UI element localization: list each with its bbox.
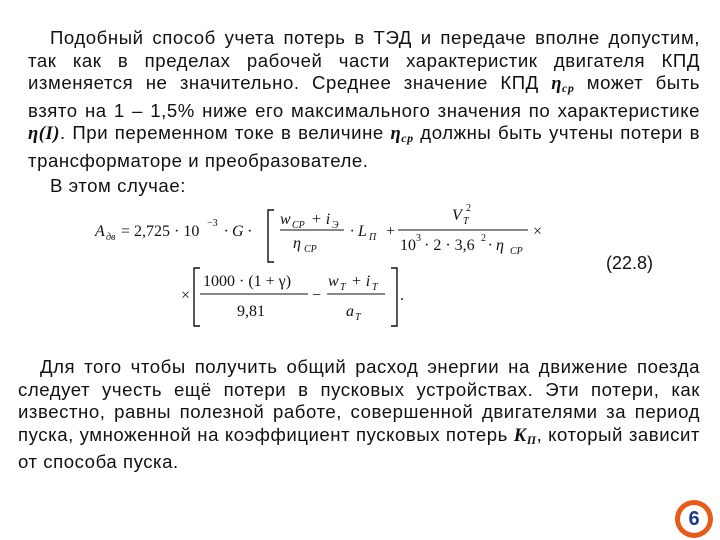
frac1-num-i-sub: Э xyxy=(332,220,339,231)
exponent-1: −3 xyxy=(207,218,218,229)
frac2-den-eta: · η xyxy=(488,237,504,254)
frac4-num-w: w xyxy=(328,273,339,290)
frac2-num-v-sup: 2 xyxy=(466,203,471,214)
frac2-den-sub: CP xyxy=(510,246,523,257)
paragraph-3 xyxy=(18,356,700,474)
left-bracket-2 xyxy=(194,268,200,326)
frac1-num-i: + i xyxy=(311,211,331,228)
left-bracket-1 xyxy=(268,210,274,262)
p1-text-3: . При переменном токе в величине xyxy=(60,122,391,144)
frac1-den: η xyxy=(293,235,301,252)
frac4-den: a xyxy=(346,303,354,320)
frac2-den-exp: 3 xyxy=(416,233,421,244)
l-term: · L xyxy=(350,223,367,240)
frac3-num: 1000 · (1 + γ) xyxy=(203,273,292,290)
equation-number: (22.8) xyxy=(606,253,654,273)
lhs-symbol: A xyxy=(95,223,105,240)
eta-cp-symbol-2: $\eta_{cp}$ xyxy=(390,123,414,146)
page-number-badge xyxy=(675,500,713,538)
frac4-num-w-sub: T xyxy=(340,282,346,293)
g-term: · G · xyxy=(224,223,252,240)
frac2-den-exp2: 2 xyxy=(481,233,486,244)
frac4-num-i: + i xyxy=(351,273,371,290)
frac4-num-i-sub: T xyxy=(372,282,378,293)
frac2-num-v: V xyxy=(452,207,462,224)
frac4-den-sub: T xyxy=(355,312,361,323)
lhs-subscript: дв xyxy=(106,232,116,243)
eta-i-symbol: η(I) xyxy=(28,123,61,145)
p2-text: В этом случае: xyxy=(50,175,186,196)
frac2-num-v-sub: T xyxy=(463,216,469,227)
times-sign-2: × xyxy=(181,287,191,304)
eta-cp-symbol: $\eta_{cp}$ xyxy=(551,73,575,96)
frac1-den-sub: CP xyxy=(304,244,317,255)
minus-sign: − xyxy=(312,287,322,304)
coefficient: = 2,725 · 10 xyxy=(121,223,200,240)
l-subscript: П xyxy=(369,232,377,243)
frac1-num-w-sub: CP xyxy=(292,220,305,231)
p1-text-1: Подобный способ учета потерь в ТЭД и передаче вполне допустим, так как в пределах рабочей части характеристик двигателя КПД изменяется не значительно. Среднее значение КПД xyxy=(28,27,700,94)
right-bracket-2 xyxy=(391,268,397,326)
frac1-num-w: w xyxy=(280,211,291,228)
plus-sign: + xyxy=(386,223,396,240)
frac2-den-mid: · 2 · 3,6 xyxy=(424,237,475,254)
frac3-den: 9,81 xyxy=(237,303,265,320)
page-number: 6 xyxy=(680,505,708,533)
p3-text-1: Для того чтобы получить общий расход энергии на движение поезда следует учесть ещё потери в пусковых устройствах. Эти потери, как известно, равны полезной работе, совершенной двигателями за период пуска, умноженной на коэффициент пусковых потерь xyxy=(18,356,700,445)
times-sign-1: × xyxy=(533,223,543,240)
p1-text-4: должны быть учтены потери в трансформаторе и преобразователе. xyxy=(28,122,700,171)
formula-end-dot: . xyxy=(400,287,404,304)
frac2-den-10: 10 xyxy=(400,237,416,254)
p3-text-2: , который зависит от способа пуска. xyxy=(18,423,700,473)
k-p-symbol: $K_П$ xyxy=(513,424,537,447)
p1-text-2: может быть взято на 1 – 1,5% ниже его максимального значения по характеристике xyxy=(28,72,700,121)
